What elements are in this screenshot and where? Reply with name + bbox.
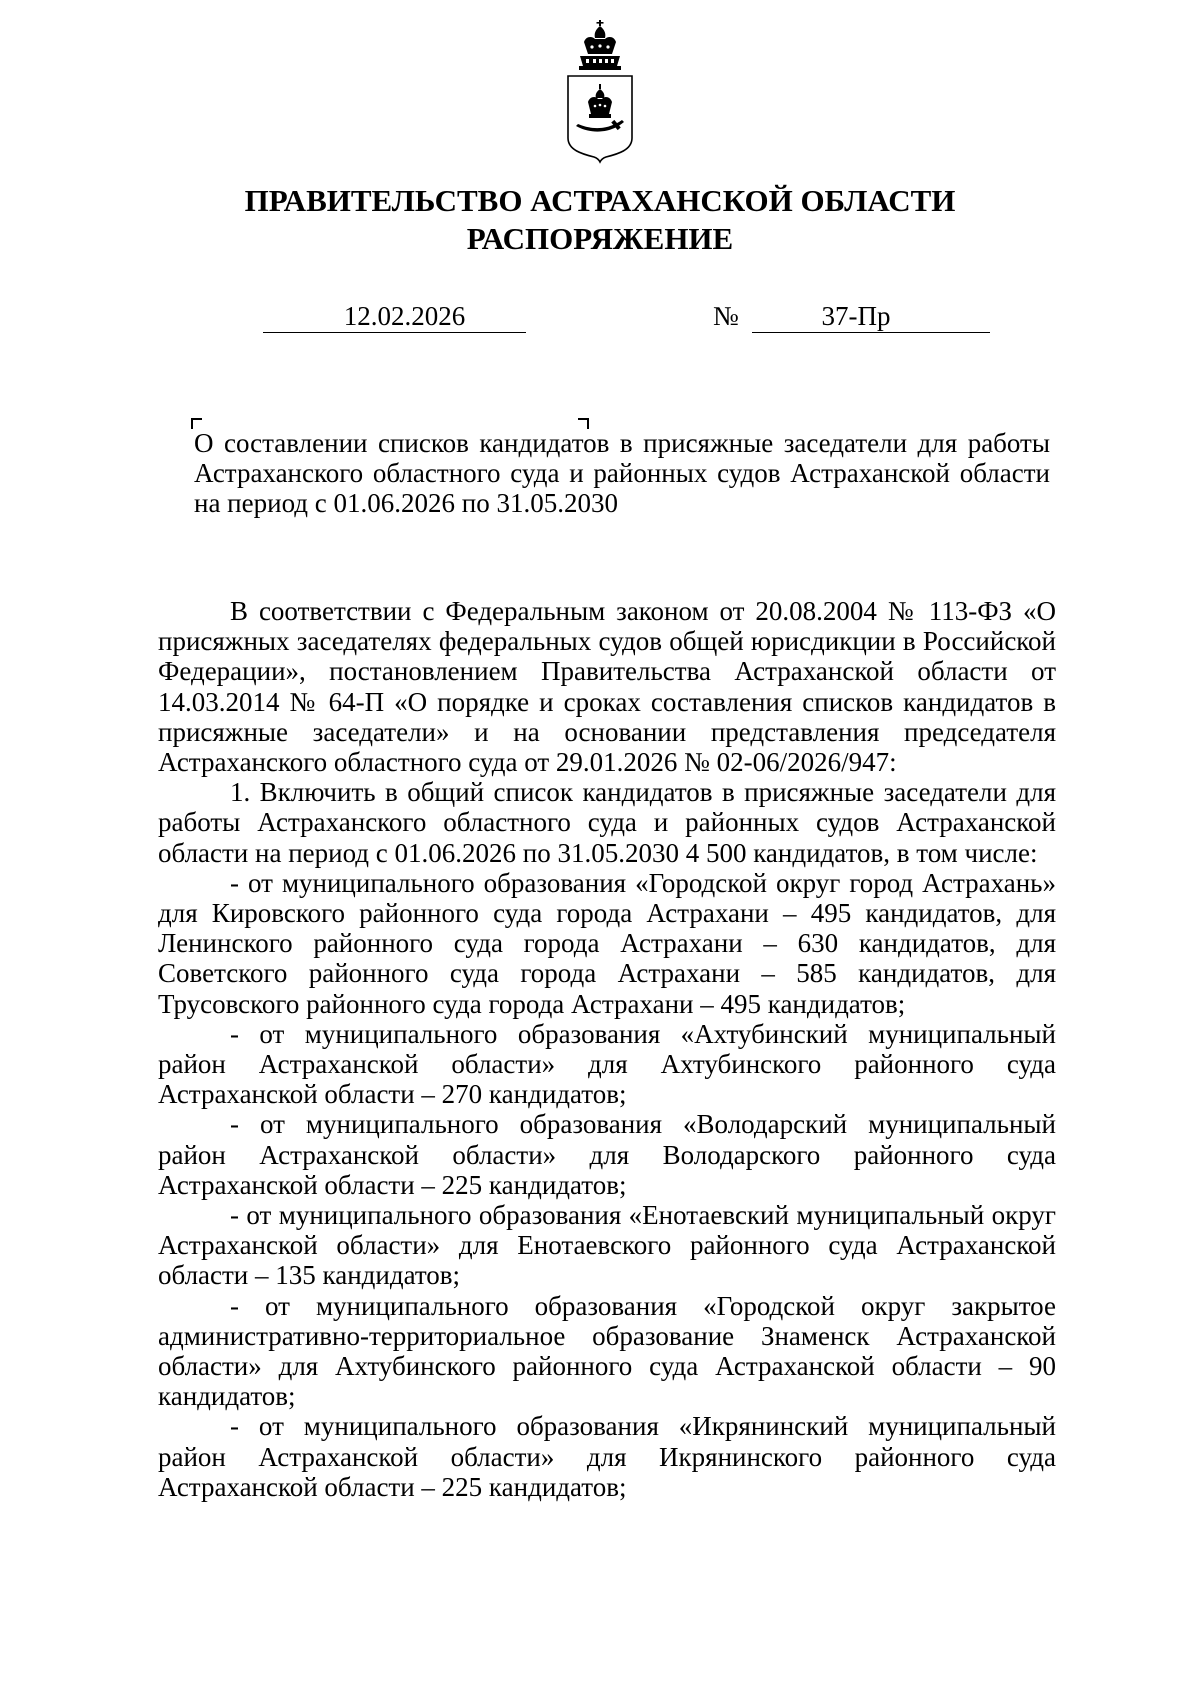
document-body bbox=[158, 596, 1056, 1502]
body-paragraph: - от муниципального образования «Володарский муниципальный район Астраханской области» для Володарского районного суда Астраханской области – 225 кандидатов; bbox=[158, 1109, 1056, 1200]
document-date: 12.02.2026 bbox=[263, 300, 526, 333]
body-paragraph: - от муниципального образования «Енотаевский муниципальный округ Астраханской области» для Енотаевского районного суда Астраханской области – 135 кандидатов; bbox=[158, 1200, 1056, 1291]
body-paragraph: 1. Включить в общий список кандидатов в присяжные заседатели для работы Астраханского областного суда и районных судов Астраханской области на период с 01.06.2026 по 31.05.2030 4 500 кандидатов, в том числе: bbox=[158, 777, 1056, 868]
preamble-paragraph: В соответствии с Федеральным законом от 20.08.2004 № 113-ФЗ «О присяжных заседателях федеральных судов общей юрисдикции в Российской Федерации», постановлением Правительства Астраханской области от 14.03.2014 № 64-П «О порядке и сроках составления списков кандидатов в присяжные заседатели» и на основании представления председателя Астраханского областного суда от 29.01.2026 № 02-06/2026/947: bbox=[158, 596, 1056, 778]
number-sign: № bbox=[713, 301, 739, 331]
organization-title: ПРАВИТЕЛЬСТВО АСТРАХАНСКОЙ ОБЛАСТИ bbox=[244, 183, 956, 218]
astrakhan-coat-of-arms-icon bbox=[562, 20, 638, 170]
body-paragraph: - от муниципального образования «Городской округ закрытое административно-территориальное образование Знаменск Астраханской области» для Ахтубинского районного суда Астраханской области – 90 кандидатов; bbox=[158, 1290, 1056, 1412]
document-number: 37-Пр bbox=[752, 300, 990, 333]
document-subject: О составлении списков кандидатов в присяжные заседатели для работы Астраханского областного суда и районных судов Астраханской области на период с 01.06.2026 по 31.05.2030 bbox=[194, 428, 1050, 518]
body-paragraph: - от муниципального образования «Икрянинский муниципальный район Астраханской области» для Икрянинского районного суда Астраханской области – 225 кандидатов; bbox=[158, 1411, 1056, 1502]
body-paragraph: - от муниципального образования «Ахтубинский муниципальный район Астраханской области» для Ахтубинского районного суда Астраханской области – 270 кандидатов; bbox=[158, 1018, 1056, 1110]
body-paragraph: - от муниципального образования «Городской округ город Астрахань» для Кировского районного суда города Астрахани – 495 кандидатов, для Ленинского районного суда города Астрахани – 630 кандидатов, для Советского районного суда города Астрахани – 585 кандидатов, для Трусовского районного суда города Астрахани – 495 кандидатов; bbox=[158, 867, 1056, 1019]
document-type-title: РАСПОРЯЖЕНИЕ bbox=[466, 221, 734, 256]
